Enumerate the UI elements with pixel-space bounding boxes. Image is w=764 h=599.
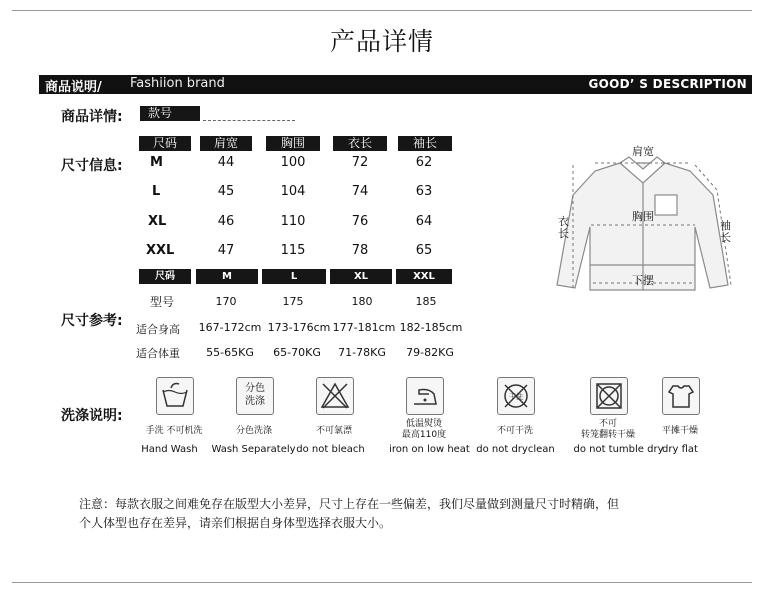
care-iron-low-zh: 低温熨烫 最高110度 [401,419,447,440]
hand-wash-icon [156,377,194,415]
size-row-m-sleeve: 62 [415,155,433,170]
product-field-badge: 款号 [140,106,200,121]
size-info-header-chest: 胸围 [266,136,320,151]
size-ref-row-model-label: 型号 [150,295,175,309]
size-ref-row-height-xl: 177-181cm [332,321,396,334]
size-ref-row-weight-xl: 71-78KG [338,346,386,359]
size-ref-row-weight-m: 55-65KG [206,346,254,359]
product-field-line [203,120,295,121]
top-divider [12,10,752,11]
care-no-bleach-en: do not bleach [296,444,365,455]
svg-text:干洗: 干洗 [509,393,523,401]
size-row-l-size: L [152,184,161,199]
size-ref-header-m: M [196,269,258,284]
diagram-label-chest: 胸围 [632,210,654,223]
diagram-label-shoulder: 肩宽 [632,145,654,158]
care-dry-flat-zh: 平摊干燥 [661,426,698,436]
size-row-m-chest: 100 [280,155,306,170]
care-wash-separately-en: Wash Separately [211,444,296,455]
size-ref-row-model-xl: 180 [351,295,373,308]
iron-low-icon [406,377,444,415]
size-ref-row-model-l: 175 [282,295,304,308]
size-row-m-size: M [150,155,163,170]
care-dry-flat-en: dry flat [662,444,698,455]
size-row-xxl-length: 78 [351,243,369,258]
no-tumble-dry-icon [590,377,628,415]
size-row-l-chest: 104 [280,184,306,199]
size-ref-header-size: 尺码 [139,269,191,284]
size-info-header-size: 尺码 [139,136,191,151]
care-iron-low-en: iron on low heat [389,444,470,455]
size-row-xxl-chest: 115 [280,243,306,258]
care-no-bleach-zh: 不可氯漂 [315,426,352,436]
size-row-xxl-size: XXL [146,243,175,258]
care-label: 洗涤说明: [61,408,123,424]
size-row-xl-chest: 110 [280,214,306,229]
size-ref-header-xl: XL [330,269,392,284]
wash-separately-icon: 分色 洗涤 [236,377,274,415]
size-ref-row-model-xxl: 185 [415,295,437,308]
size-row-xl-length: 76 [351,214,369,229]
page-title: 产品详情 [329,27,434,56]
diagram-label-length: 衣长 [558,215,569,240]
size-ref-row-height-m: 167-172cm [198,321,262,334]
band-title-right: GOOD’ S DESCRIPTION [588,77,747,91]
size-row-m-shoulder: 44 [217,155,235,170]
product-label: 商品详情: [61,109,123,125]
size-ref-row-height-l: 173-176cm [267,321,331,334]
care-no-dryclean-zh: 不可干洗 [496,426,533,436]
size-ref-header-xxl: XXL [396,269,452,284]
size-ref-row-weight-label: 适合体重 [136,347,180,360]
size-row-l-length: 74 [351,184,369,199]
size-row-l-shoulder: 45 [217,184,235,199]
no-bleach-icon [316,377,354,415]
care-hand-wash-zh: 手洗 不可机洗 [145,426,203,436]
size-ref-header-l: L [262,269,326,284]
band-title-en: Fashiion brand [130,76,225,91]
dry-flat-icon [662,377,700,415]
size-ref-row-weight-xxl: 79-82KG [406,346,454,359]
size-info-header-length: 衣长 [333,136,387,151]
size-row-xxl-sleeve: 65 [415,243,433,258]
size-ref-label: 尺寸参考: [61,313,123,329]
note-line-2: 个人体型也存在差异，请亲们根据自身体型选择衣服大小。 [79,516,392,530]
bottom-divider [12,582,752,583]
diagram-label-hem: 下摆 [632,274,654,287]
band-title-cn: 商品说明/ [45,80,102,95]
size-ref-row-model-m: 170 [215,295,237,308]
care-no-dryclean-en: do not dryclean [476,444,555,455]
diagram-label-sleeve: 袖长 [720,219,731,244]
size-info-label: 尺寸信息: [61,158,123,174]
size-ref-row-height-label: 适合身高 [136,323,180,336]
size-row-l-sleeve: 63 [415,184,433,199]
size-info-header-shoulder: 肩宽 [200,136,252,151]
no-dryclean-icon [497,377,535,415]
size-row-xl-size: XL [148,214,167,229]
care-wash-separately-zh: 分色洗涤 [235,426,272,436]
description-band [39,75,752,94]
care-no-tumble-dry-zh: 不可 转笼翻转干燥 [580,419,635,440]
size-row-xl-shoulder: 46 [217,214,235,229]
size-ref-row-height-xxl: 182-185cm [399,321,463,334]
size-ref-row-weight-l: 65-70KG [273,346,321,359]
size-row-m-length: 72 [351,155,369,170]
care-hand-wash-en: Hand Wash [141,444,198,455]
note-line-1: 注意：每款衣服之间难免存在版型大小差异，尺寸上存在一些偏差，我们尽量做到测量尺寸时精确，但 [79,497,620,511]
size-info-header-sleeve: 袖长 [398,136,452,151]
size-row-xxl-shoulder: 47 [217,243,235,258]
size-row-xl-sleeve: 64 [415,214,433,229]
care-no-tumble-dry-en: do not tumble dry [573,444,664,455]
